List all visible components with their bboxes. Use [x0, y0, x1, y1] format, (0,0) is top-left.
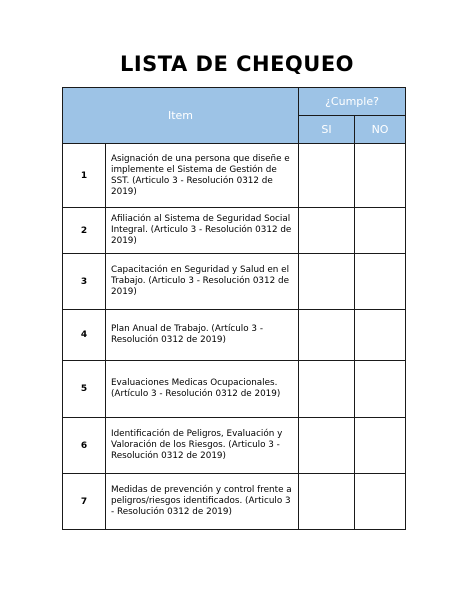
row-description: Afiliación al Sistema de Seguridad Social Integral. (Articulo 3 - Resolución 0312 de 2019)	[106, 208, 299, 254]
table-row	[63, 361, 406, 418]
header-row	[63, 88, 406, 116]
row-number: 5	[63, 361, 106, 418]
row-number: 3	[63, 254, 106, 310]
si-cell[interactable]	[299, 208, 355, 254]
si-cell[interactable]	[299, 361, 355, 418]
no-cell[interactable]	[355, 418, 406, 474]
header-si: SI	[299, 116, 355, 144]
row-description: Capacitación en Seguridad y Salud en el Trabajo. (Articulo 3 - Resolución 0312 de 2019)	[106, 254, 299, 310]
row-number: 2	[63, 208, 106, 254]
row-number: 7	[63, 474, 106, 530]
si-cell[interactable]	[299, 254, 355, 310]
row-number: 1	[63, 144, 106, 208]
table-row	[63, 310, 406, 361]
checklist-table	[62, 87, 406, 530]
row-description: Asignación de una persona que diseñe e implemente el Sistema de Gestión de SST. (Articulo 3 - Resolución 0312 de 2019)	[106, 144, 299, 208]
row-number: 6	[63, 418, 106, 474]
no-cell[interactable]	[355, 208, 406, 254]
no-cell[interactable]	[355, 474, 406, 530]
header-no: NO	[355, 116, 406, 144]
no-cell[interactable]	[355, 144, 406, 208]
row-description: Plan Anual de Trabajo. (Artículo 3 - Resolución 0312 de 2019)	[106, 310, 299, 361]
table-row	[63, 144, 406, 208]
row-description: Identificación de Peligros, Evaluación y Valoración de los Riesgos. (Articulo 3 - Resolución 0312 de 2019)	[106, 418, 299, 474]
si-cell[interactable]	[299, 310, 355, 361]
row-description: Evaluaciones Medicas Ocupacionales. (Artículo 3 - Resolución 0312 de 2019)	[106, 361, 299, 418]
table-row	[63, 208, 406, 254]
si-cell[interactable]	[299, 418, 355, 474]
table-row	[63, 418, 406, 474]
header-item: Item	[63, 88, 299, 144]
no-cell[interactable]	[355, 254, 406, 310]
header-cumple: ¿Cumple?	[299, 88, 406, 116]
si-cell[interactable]	[299, 144, 355, 208]
page-title: LISTA DE CHEQUEO	[119, 52, 355, 76]
no-cell[interactable]	[355, 310, 406, 361]
row-number: 4	[63, 310, 106, 361]
table-row	[63, 474, 406, 530]
table-row	[63, 254, 406, 310]
row-description: Medidas de prevención y control frente a peligros/riesgos identificados. (Articulo 3 - Resolución 0312 de 2019)	[106, 474, 299, 530]
si-cell[interactable]	[299, 474, 355, 530]
no-cell[interactable]	[355, 361, 406, 418]
